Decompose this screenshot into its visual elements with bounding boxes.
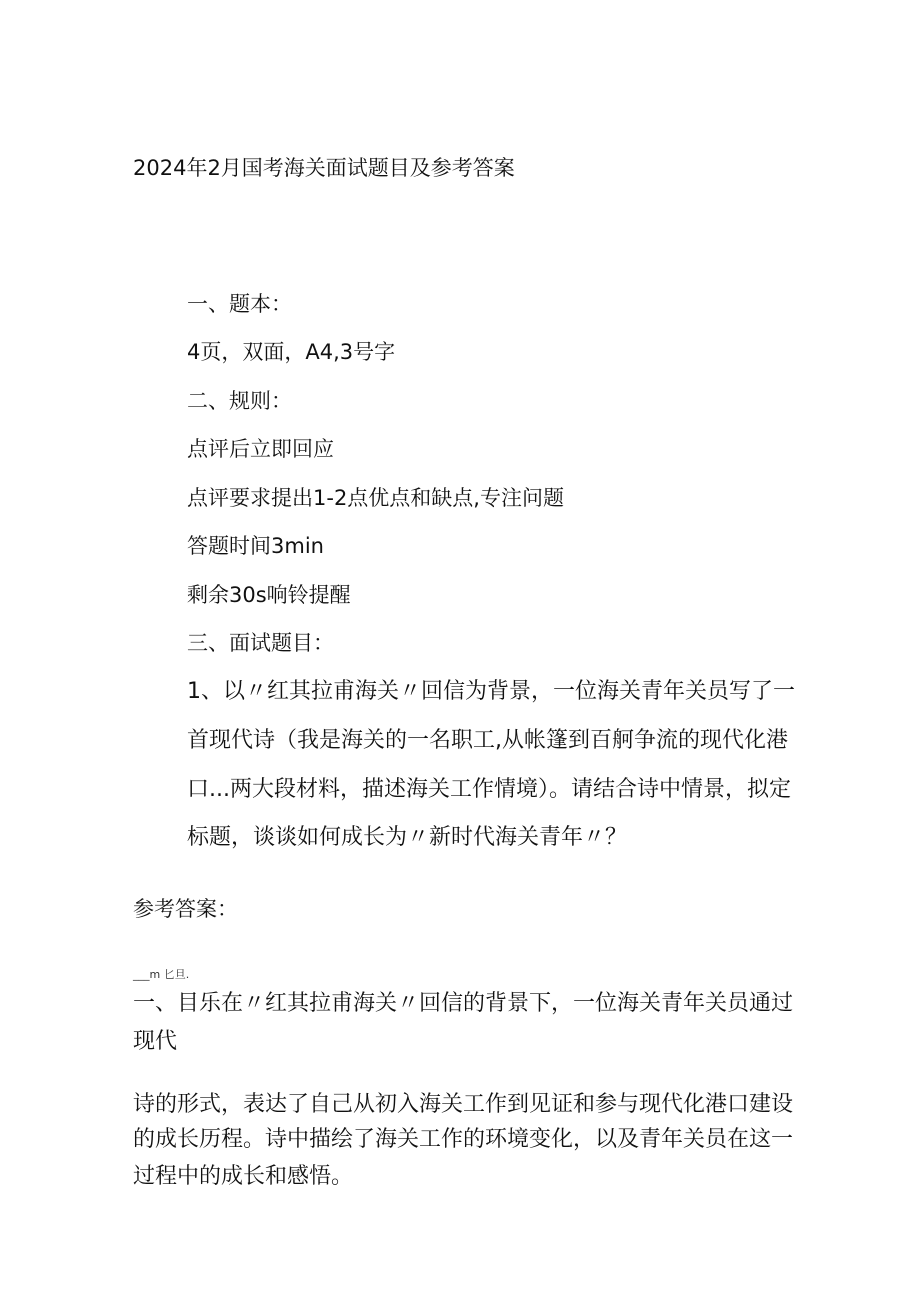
answer-text-line: 现代 bbox=[133, 1029, 178, 1054]
rule-item: 答题时间3min bbox=[187, 534, 324, 558]
question-text-line: 标题，谈谈如何成长为〃新时代海关青年〃？ bbox=[187, 825, 628, 850]
question-text-line: 口...两大段材料，描述海关工作情境）。请结合诗中情景，拟定 bbox=[187, 777, 791, 802]
question-book-spec: 4页，双面，A4,3号字 bbox=[187, 340, 396, 364]
answer-text-line: 过程中的成长和感悟。 bbox=[133, 1164, 354, 1189]
reference-answer-label: 参考答案： bbox=[133, 897, 238, 921]
page-title: 2024年2月国考海关面试题目及参考答案 bbox=[133, 156, 515, 180]
section-heading-interview-questions: 三、面试题目： bbox=[187, 631, 334, 655]
small-note: ___m 匕旦. bbox=[133, 968, 190, 981]
section-heading-rules: 二、规则： bbox=[187, 389, 292, 413]
answer-text-line: 诗的形式，表达了自己从初入海关工作到见证和参与现代化港口建设 bbox=[133, 1092, 794, 1117]
question-text-line: 首现代诗（我是海关的一名职工,从帐篷到百舸争流的现代化港 bbox=[187, 728, 788, 753]
answer-text-line: 的成长历程。诗中描绘了海关工作的环境变化，以及青年关员在这一 bbox=[133, 1127, 794, 1152]
rule-item: 点评要求提出1-2点优点和缺点,专注问题 bbox=[187, 486, 564, 510]
answer-text-line: 一、目乐在〃红其拉甫海关〃回信的背景下，一位海关青年关员通过 bbox=[133, 991, 794, 1016]
question-text-line: 1、以〃红其拉甫海关〃回信为背景，一位海关青年关员写了一 bbox=[187, 679, 795, 704]
rule-item: 点评后立即回应 bbox=[187, 437, 334, 461]
section-heading-question-book: 一、题本： bbox=[187, 292, 292, 316]
rule-item: 剩余30s响铃提醒 bbox=[187, 583, 351, 607]
